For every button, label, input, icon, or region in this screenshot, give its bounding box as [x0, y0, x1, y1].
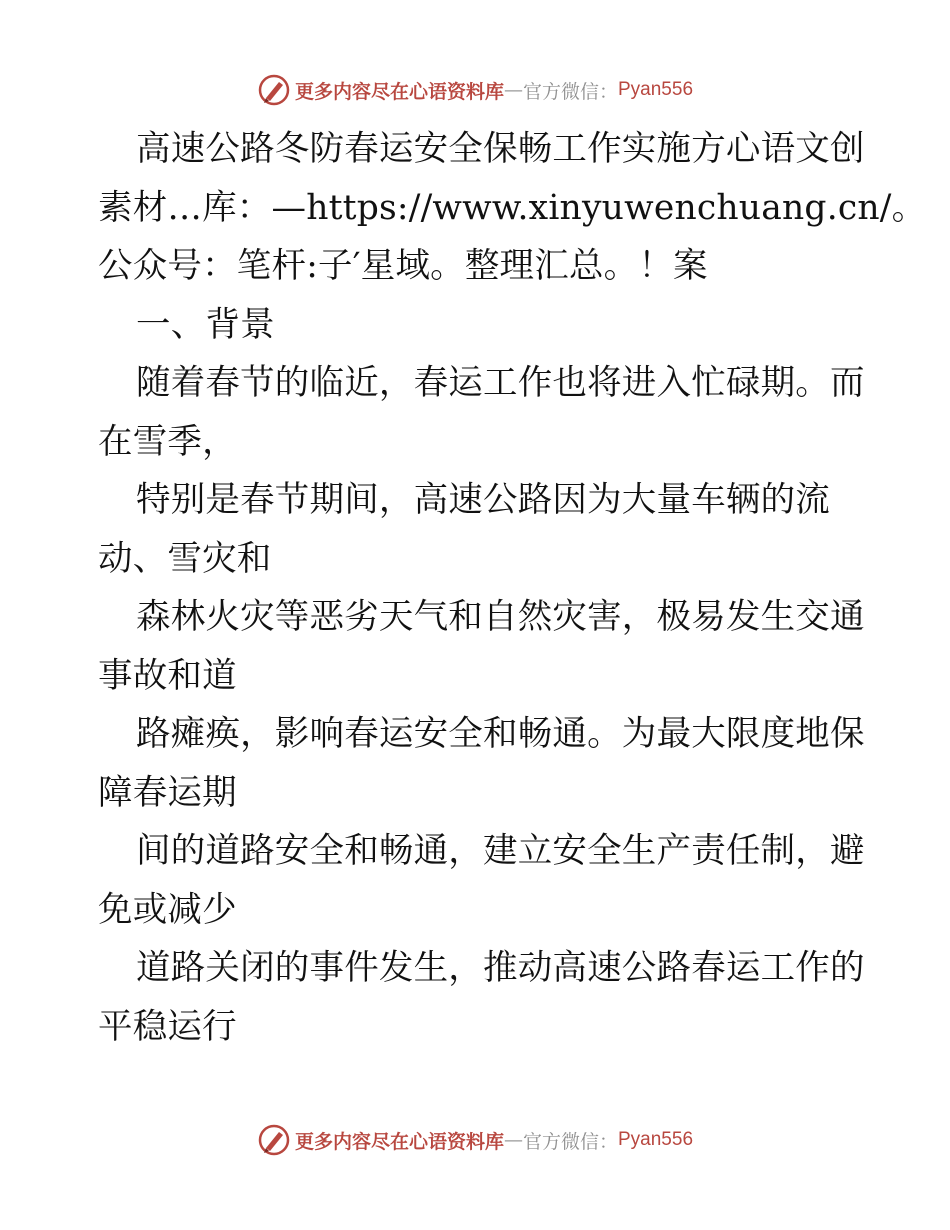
footer-wechat-account: Pyan556	[618, 1129, 694, 1150]
pen-logo-icon	[257, 73, 291, 107]
header-banner	[0, 70, 950, 110]
body-line: 平稳运行	[98, 1006, 237, 1047]
body-line: 障春运期	[98, 772, 237, 813]
body-line: 特别是春节期间，高速公路因为大量车辆的流	[136, 480, 830, 520]
body-line: 随着春节的临近，春运工作也将进入忙碌期。而	[136, 363, 865, 403]
body-line: 在雪季，	[98, 421, 237, 462]
body-line: 素材…库：—https://www.xinyuwenchuang.cn/。	[98, 187, 927, 228]
body-line: 免或减少	[98, 889, 237, 930]
body-line: 路瘫痪，影响春运安全和畅通。为最大限度地保	[136, 714, 865, 754]
header-wechat-label: 官方微信：	[522, 80, 618, 103]
body-line: 间的道路安全和畅通，建立安全生产责任制，避	[136, 831, 865, 871]
pen-logo-icon	[257, 1123, 291, 1157]
footer-brand-text: 更多内容尽在心语资料库	[294, 1130, 504, 1153]
body-line: 高速公路冬防春运安全保畅工作实施方心语文创	[136, 129, 865, 169]
header-wechat-account: Pyan556	[618, 79, 694, 100]
footer-dash: —	[503, 1129, 523, 1151]
body-line: 道路关闭的事件发生，推动高速公路春运工作的	[136, 948, 865, 988]
header-dash: —	[503, 79, 523, 101]
body-line: 动、雪灾和	[98, 538, 272, 579]
body-line: 森林火灾等恶劣天气和自然灾害，极易发生交通	[136, 597, 865, 637]
footer-banner	[0, 1120, 950, 1160]
body-line: 公众号：笔杆:子′星域。整理汇总。！案	[98, 246, 708, 286]
section-heading: 一、背景	[136, 304, 275, 345]
body-line: 事故和道	[98, 655, 237, 696]
document-body	[98, 120, 927, 1056]
header-brand-text: 更多内容尽在心语资料库	[294, 80, 504, 103]
footer-wechat-label: 官方微信：	[522, 1130, 618, 1153]
